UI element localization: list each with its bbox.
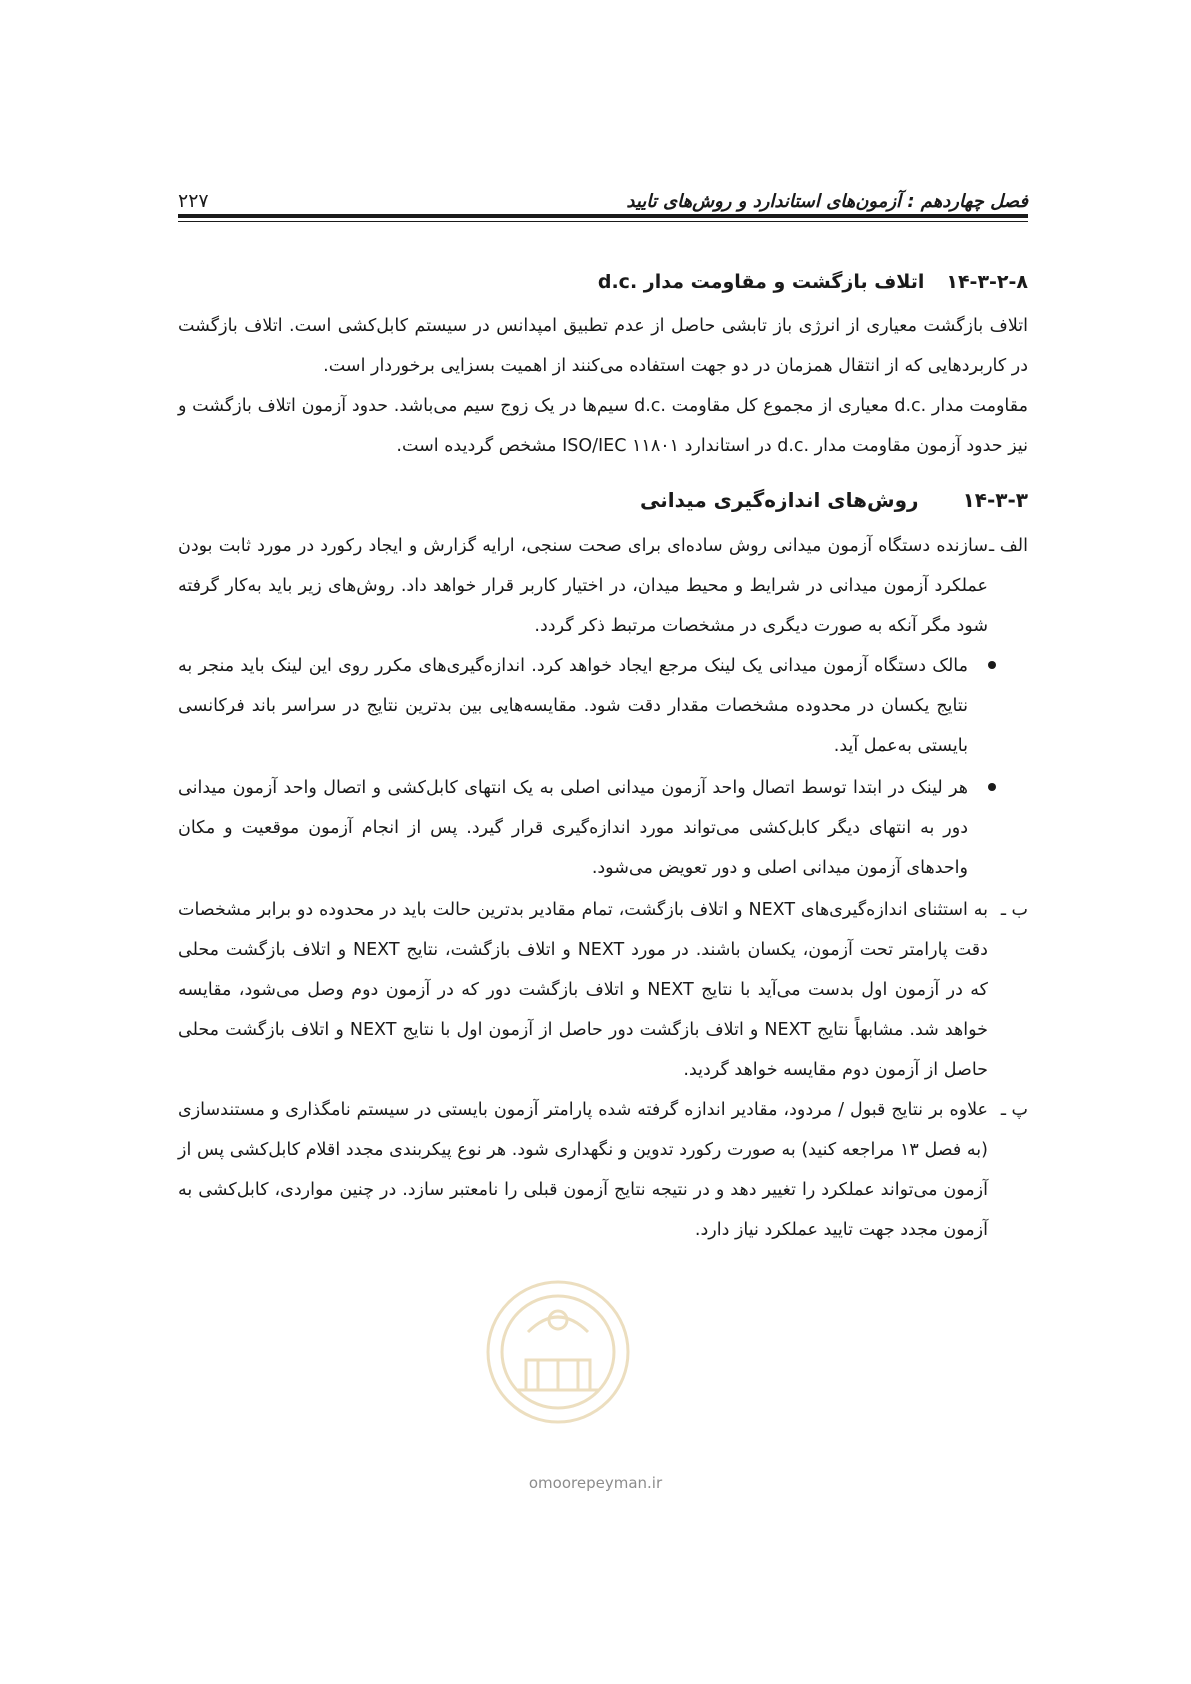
- list-marker: الف ـ: [989, 536, 1028, 556]
- bullet-item: [178, 768, 1008, 888]
- section-heading: [178, 262, 1028, 302]
- bullet-icon: [988, 661, 996, 669]
- list-item-text: علاوه بر نتایج قبول / مردود، مقادیر اندازه گرفته شده پارامتر آزمون بایستی در سیستم نامگذاری و مستندسازی (به فصل ۱۳ مراجعه کنید) به صورت رکورد تدوین و نگهداری شود. هر نوع پیکربندی مجدد اقلام کابل‌کشی پس از آزمون می‌تواند عملکرد را تغییر دهد و در نتیجه نتایج آزمون قبلی را نامعتبر سازد. در چنین مواردی، کابل‌کشی به آزمون مجدد جهت تایید عملکرد نیاز دارد.: [178, 1100, 988, 1240]
- bullet-item: [178, 646, 1008, 766]
- paragraph: اتلاف بازگشت معیاری از انرژی باز تابشی حاصل از عدم تطبیق امپدانس در سیستم کابل‌کشی است. اتلاف بازگشت در کاربردهایی که از انتقال همزمان در دو جهت استفاده می‌کنند از اهمیت بسزایی برخوردار است.: [178, 316, 1028, 376]
- section-number: ۱۴-۳-۳: [962, 488, 1028, 512]
- chapter-running-title: فصل چهاردهم : آزمون‌های استاندارد و روش‌های تایید: [626, 191, 1028, 212]
- bullet-icon: [988, 783, 996, 791]
- section-title: اتلاف بازگشت و مقاومت مدار .d.c: [597, 271, 925, 293]
- list-marker: ب ـ: [1000, 900, 1028, 920]
- section-title: روش‌های اندازه‌گیری میدانی: [640, 488, 919, 512]
- list-item-text: به استثنای اندازه‌گیری‌های NEXT و اتلاف بازگشت، تمام مقادیر بدترین حالت باید در محدوده دو برابر مشخصات دقت پارامتر تحت آزمون، یکسان باشند. در مورد NEXT و اتلاف بازگشت، نتایج NEXT و اتلاف بازگشت محلی که در آزمون اول بدست می‌آید با نتایج NEXT و اتلاف بازگشت دور که در آزمون دوم وصل می‌شود، مقایسه خواهد شد. مشابهاً نتایج NEXT و اتلاف بازگشت دور حاصل از آزمون اول با نتایج NEXT و اتلاف بازگشت محلی حاصل از آزمون دوم مقایسه خواهد گردید.: [178, 900, 989, 1080]
- list-item-be: [178, 890, 1028, 1090]
- body-text: [178, 262, 1028, 1250]
- watermark-logo: [478, 1272, 638, 1447]
- list-item-pe: [178, 1090, 1028, 1250]
- paragraph: مقاومت مدار .d.c معیاری از مجموع کل مقاومت .d.c سیم‌ها در یک زوج سیم می‌باشد. حدود آزمون اتلاف بازگشت و نیز حدود آزمون مقاومت مدار .d.c در استاندارد ISO/IEC ۱۱۸۰۱ مشخص گردیده است.: [178, 396, 1028, 456]
- list-item-alef: [178, 526, 1028, 646]
- section-heading: [178, 480, 1028, 520]
- list-marker: پ ـ: [1000, 1100, 1028, 1120]
- header-rule-thick: [178, 214, 1028, 218]
- bullet-text: هر لینک در ابتدا توسط اتصال واحد آزمون میدانی اصلی به یک انتهای کابل‌کشی و اتصال واحد آزمون میدانی دور به انتهای دیگر کابل‌کشی می‌تواند مورد اندازه‌گیری قرار گیرد. پس از انجام آزمون موقعیت و مکان واحدهای آزمون میدانی اصلی و دور تعویض می‌شود.: [178, 778, 968, 878]
- bullet-text: مالک دستگاه آزمون میدانی یک لینک مرجع ایجاد خواهد کرد. اندازه‌گیری‌های مکرر روی این لینک باید منجر به نتایج یکسان در محدوده مشخصات مقدار دقت شود. مقایسه‌هایی بین بدترین نتایج در سراسر باند فرکانسی بایستی به‌عمل آید.: [178, 656, 968, 756]
- list-item-text: سازنده دستگاه آزمون میدانی روش ساده‌ای برای صحت سنجی، ارایه گزارش و ایجاد رکورد در مورد ثابت بودن عملکرد آزمون میدانی در شرایط و محیط میدان، در اختیار کاربر قرار خواهد داد. روش‌های زیر باید به‌کار گرفته شود مگر آنکه به صورت دیگری در مشخصات مرتبط ذکر گردد.: [178, 536, 988, 636]
- page-number: ۲۲۷: [178, 190, 209, 212]
- header-rule-thin: [178, 221, 1028, 222]
- running-header: [178, 182, 1028, 212]
- section-number: ۱۴-۳-۲-۸: [946, 271, 1028, 293]
- bullet-list: [178, 646, 1028, 888]
- watermark-url: omoorepeyman.ir: [528, 1474, 663, 1492]
